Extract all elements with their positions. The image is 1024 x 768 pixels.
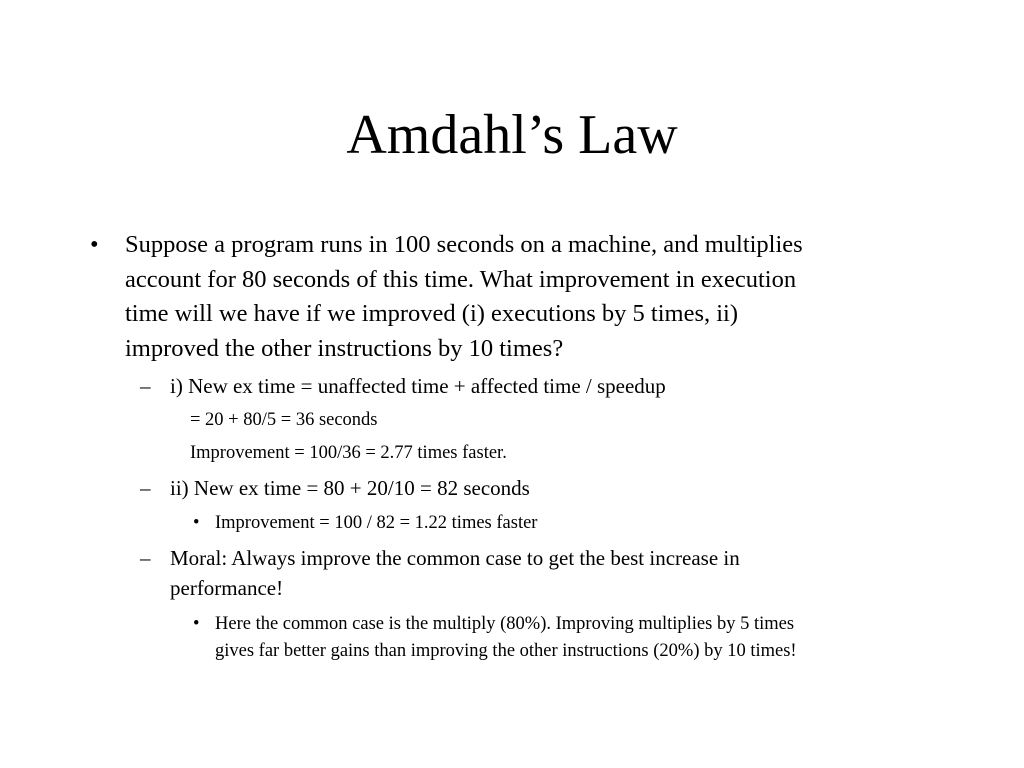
moral-line: performance! bbox=[170, 576, 284, 600]
bullet-mark: • bbox=[90, 231, 99, 258]
sub-bullet-i: i) New ex time = unaffected time + affected time / speedup bbox=[170, 374, 666, 398]
sub-ii-improvement: Improvement = 100 / 82 = 1.22 times faster bbox=[215, 513, 538, 533]
main-bullet-line: time will we have if we improved (i) executions by 5 times, ii) bbox=[125, 300, 739, 327]
moral-line: Moral: Always improve the common case to get the best increase in bbox=[170, 546, 740, 570]
dash-mark: – bbox=[140, 476, 151, 500]
main-bullet-line: Suppose a program runs in 100 seconds on a machine, and multiplies bbox=[125, 231, 803, 258]
small-bullet-mark: • bbox=[193, 614, 200, 634]
main-bullet-line: account for 80 seconds of this time. What improvement in execution bbox=[125, 266, 797, 293]
dash-mark: – bbox=[140, 374, 151, 398]
small-bullet-mark: • bbox=[193, 513, 200, 533]
moral-detail-line: gives far better gains than improving the other instructions (20%) by 10 times! bbox=[215, 641, 797, 661]
dash-mark: – bbox=[140, 546, 151, 570]
sub-bullet-ii: ii) New ex time = 80 + 20/10 = 82 seconds bbox=[170, 476, 530, 500]
sub-i-calculation: = 20 + 80/5 = 36 seconds bbox=[190, 410, 378, 430]
sub-i-improvement: Improvement = 100/36 = 2.77 times faster. bbox=[190, 443, 507, 463]
slide-title: Amdahl’s Law bbox=[346, 104, 678, 166]
main-bullet-line: improved the other instructions by 10 times? bbox=[125, 335, 564, 362]
moral-detail-line: Here the common case is the multiply (80%). Improving multiplies by 5 times bbox=[215, 614, 795, 634]
